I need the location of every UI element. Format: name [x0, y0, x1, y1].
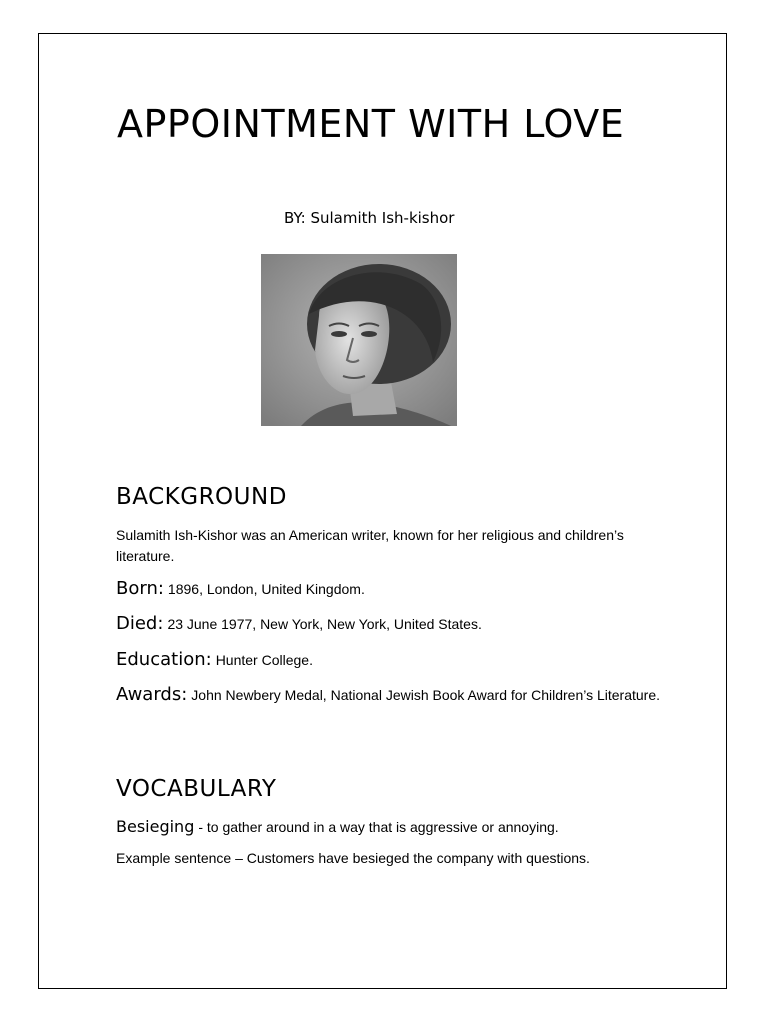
portrait-image [261, 254, 457, 426]
died-label: Died: [116, 613, 164, 634]
born-value: 1896, London, United Kingdom. [167, 581, 365, 597]
vocabulary-definition: - to gather around in a way that is aggressive or annoying. [198, 819, 559, 835]
education-row [116, 649, 676, 671]
vocabulary-heading: VOCABULARY [116, 776, 277, 802]
died-value: 23 June 1977, New York, New York, United States. [167, 616, 482, 632]
author-portrait [261, 254, 457, 426]
background-heading: BACKGROUND [116, 484, 287, 510]
background-intro: Sulamith Ish-Kishor was an American writer, known for her religious and children’s literature. [116, 527, 624, 564]
awards-label: Awards: [116, 684, 188, 705]
vocabulary-term-row [116, 816, 676, 838]
document-page [38, 33, 727, 989]
born-label: Born: [116, 578, 164, 599]
awards-value: John Newbery Medal, National Jewish Book Award for Children’s Literature. [191, 687, 661, 703]
education-label: Education: [116, 649, 212, 670]
vocabulary-example: Example sentence – Customers have besieged the company with questions. [116, 850, 590, 866]
died-row [116, 613, 676, 635]
vocabulary-term: Besieging [116, 817, 195, 836]
document-title: APPOINTMENT WITH LOVE [117, 102, 625, 146]
author-byline: BY: Sulamith Ish-kishor [284, 209, 455, 227]
education-value: Hunter College. [215, 652, 313, 668]
awards-row [116, 684, 676, 706]
born-row [116, 578, 676, 600]
